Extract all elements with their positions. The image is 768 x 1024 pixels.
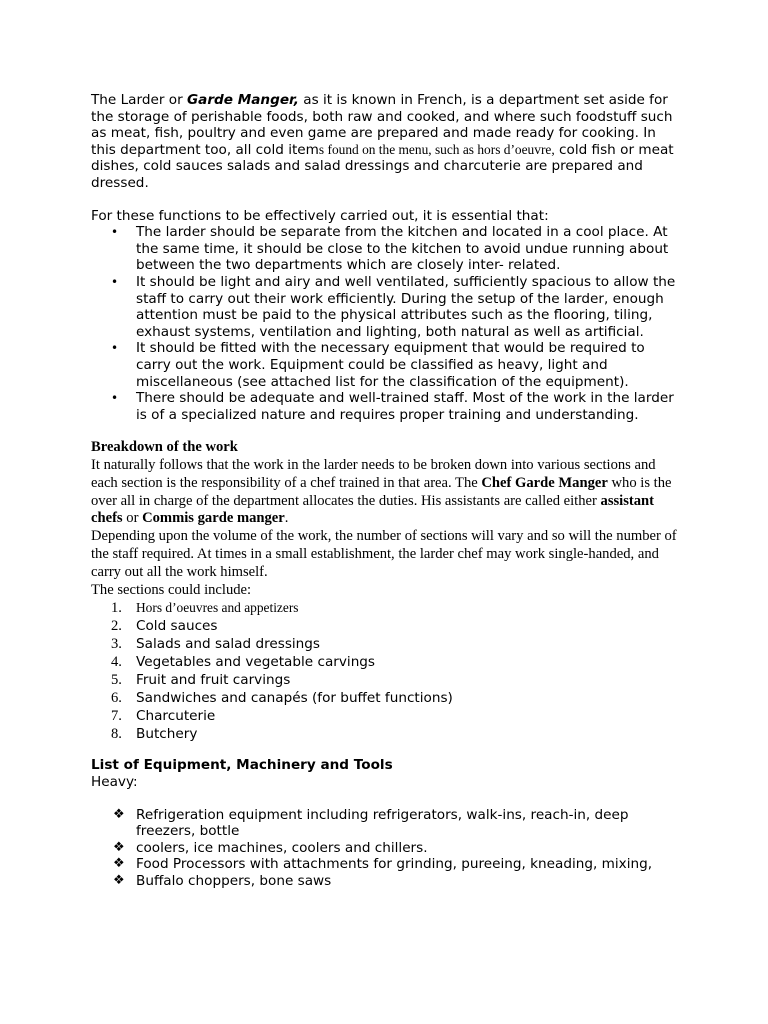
list-item bbox=[91, 856, 683, 873]
list-item bbox=[91, 340, 683, 390]
list-item bbox=[91, 840, 683, 857]
list-item-text: Charcuterie bbox=[136, 708, 216, 725]
list-item-text: Butchery bbox=[136, 726, 198, 743]
list-item bbox=[91, 599, 683, 617]
assistant-chefs-term: assistant chefs bbox=[91, 492, 655, 527]
bullet-icon: • bbox=[111, 274, 119, 289]
list-item-text: Refrigeration equipment including refrigerators, walk-ins, reach-in, deep freezers, bottle bbox=[136, 806, 629, 840]
list-item-text: There should be adequate and well-trained staff. Most of the work in the larder is of a specialized nature and requires proper training and understanding. bbox=[136, 390, 674, 423]
list-item bbox=[91, 224, 683, 274]
list-item-text: It should be light and airy and well ventilated, sufficiently spacious to allow the staff to carry out their work efficiently. During the setup of the larder, enough attention must be paid to the physical attributes such as the flooring, tiling, exhaust systems, ventilation and lighting, both natural as well as artificial. bbox=[136, 273, 676, 340]
breakdown-text-start: It naturally follows that the work in the larder needs to be broken down into various sections and each section is the responsibility of a chef trained in that area. The bbox=[91, 457, 656, 491]
list-number: 3. bbox=[111, 636, 122, 653]
list-item-text: Cold sauces bbox=[136, 618, 218, 635]
breakdown-text-mid: who is the over all in charge of the department allocates the duties. His assistants are called either bbox=[91, 474, 672, 509]
breakdown-heading: Breakdown of the work bbox=[91, 439, 238, 456]
list-number: 4. bbox=[111, 654, 122, 671]
list-number: 2. bbox=[111, 618, 122, 635]
list-item-text: It should be fitted with the necessary equipment that would be required to carry out the work. Equipment could be classified as heavy, light and miscellaneous (see attached list for the classification of the equipment). bbox=[136, 340, 645, 390]
list-item bbox=[91, 689, 683, 707]
bullet-icon: • bbox=[111, 341, 119, 356]
list-item-text: Vegetables and vegetable carvings bbox=[136, 654, 376, 671]
chef-garde-manger-term: Chef Garde Manger bbox=[481, 474, 608, 491]
bullet-icon: • bbox=[111, 391, 119, 406]
list-item-text: The larder should be separate from the kitchen and located in a cool place. At the same time, it should be close to the kitchen to avoid undue running about between the two departments which are closely inter- related. bbox=[136, 224, 669, 274]
list-item-text: Buffalo choppers, bone saws bbox=[136, 873, 332, 890]
list-number: 8. bbox=[111, 726, 122, 743]
list-number: 6. bbox=[111, 690, 122, 707]
intro-text-end: cold fish or meat dishes, cold sauces salads and salad dressings and charcuterie are prepared and dressed. bbox=[91, 141, 674, 191]
list-number: 1. bbox=[111, 600, 122, 617]
garde-manger-term: Garde Manger, bbox=[187, 92, 299, 108]
spacer bbox=[91, 791, 683, 807]
document-page bbox=[91, 92, 683, 890]
intro-text-mid: as it is known in French, is a department set aside for the storage of perishable foods, both raw and cooked, and where such foodstuff such as meat, fish, poultry and even game are prepared and made ready for cooking. In this department too, all cold item bbox=[91, 92, 673, 158]
breakdown-text-or: or bbox=[122, 510, 143, 527]
sections-list bbox=[91, 599, 683, 743]
heavy-equipment-list bbox=[91, 807, 683, 890]
breakdown-text-end: . bbox=[284, 510, 289, 527]
list-item-text: Salads and salad dressings bbox=[136, 636, 321, 653]
list-item bbox=[91, 707, 683, 725]
bullet-icon: • bbox=[111, 225, 119, 240]
diamond-bullet-icon: ❖ bbox=[113, 806, 125, 822]
list-item bbox=[91, 725, 683, 743]
commis-garde-manger-term: Commis garde manger bbox=[142, 510, 285, 527]
breakdown-paragraph bbox=[91, 457, 683, 528]
list-item bbox=[91, 635, 683, 653]
list-item-text: coolers, ice machines, coolers and chillers. bbox=[136, 839, 428, 856]
list-item bbox=[91, 653, 683, 671]
list-item bbox=[91, 873, 683, 890]
list-item bbox=[91, 671, 683, 689]
list-item-text: Food Processors with attachments for grinding, pureeing, kneading, mixing, bbox=[136, 856, 653, 873]
list-item-text: Sandwiches and canapés (for buffet functions) bbox=[136, 690, 453, 707]
diamond-bullet-icon: ❖ bbox=[113, 873, 125, 889]
equipment-title: List of Equipment, Machinery and Tools bbox=[91, 757, 393, 774]
intro-paragraph bbox=[91, 92, 683, 192]
list-number: 5. bbox=[111, 672, 122, 689]
requirements-list bbox=[91, 224, 683, 423]
diamond-bullet-icon: ❖ bbox=[113, 856, 125, 872]
list-item bbox=[91, 274, 683, 340]
list-number: 7. bbox=[111, 708, 122, 725]
intro-text-start: The Larder or bbox=[91, 92, 187, 108]
intro-text-serif: s found on the menu, such as hors d’oeuvre, bbox=[318, 141, 555, 157]
sections-intro: The sections could include: bbox=[91, 581, 252, 598]
requirements-intro: For these functions to be effectively carried out, it is essential that: bbox=[91, 207, 549, 224]
volume-paragraph: Depending upon the volume of the work, the number of sections will vary and so will the number of the staff required. At times in a small establishment, the larder chef may work single-handed, and carry out all the work himself. bbox=[91, 528, 677, 580]
list-item-text: Hors d’oeuvres and appetizers bbox=[136, 600, 299, 616]
diamond-bullet-icon: ❖ bbox=[113, 839, 125, 855]
list-item bbox=[91, 390, 683, 423]
list-item bbox=[91, 617, 683, 635]
heavy-label: Heavy: bbox=[91, 774, 138, 791]
list-item-text: Fruit and fruit carvings bbox=[136, 672, 291, 689]
list-item bbox=[91, 807, 683, 840]
